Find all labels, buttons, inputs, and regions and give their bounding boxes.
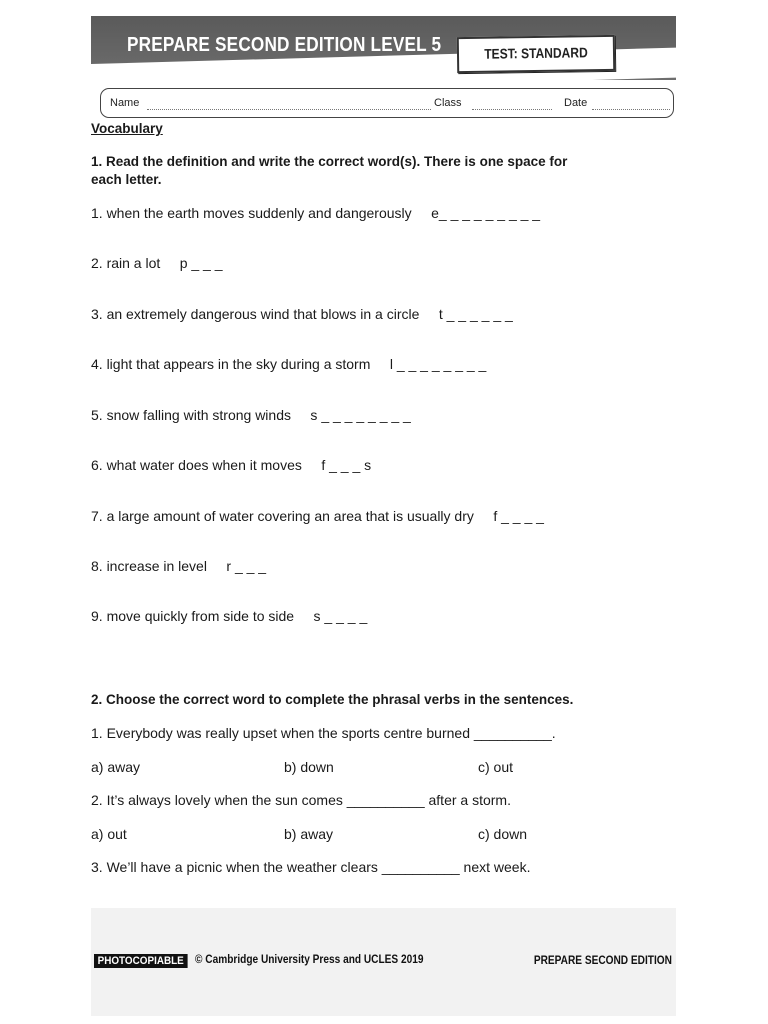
copyright-text: © Cambridge University Press and UCLES 2019 [195,954,424,966]
q2-option-b: b) away [284,826,334,842]
q1-option-c: c) out [478,759,514,775]
footer-series-name: PREPARE SECOND EDITION [533,955,672,967]
class-field[interactable] [472,109,552,110]
section-heading-vocabulary: Vocabulary [91,121,163,136]
student-info-box [100,88,674,118]
vocab-item-7: 7. a large amount of water covering an area that is usually dry f _ _ _ _ [91,508,544,524]
vocab-item-8: 8. increase in level r _ _ _ [91,558,267,574]
page-footer [91,908,676,1016]
photocopiable-badge: PHOTOCOPIABLE [94,954,187,968]
phrasal-question-1: 1. Everybody was really upset when the sports centre burned __________. [91,725,556,741]
worksheet-title: PREPARE SECOND EDITION LEVEL 5 [127,34,442,56]
vocab-item-6: 6. what water does when it moves f _ _ _ s [91,457,372,473]
date-field[interactable] [592,109,670,110]
q1-option-a: a) away [91,759,141,775]
vocab-item-4: 4. light that appears in the sky during a storm l _ _ _ _ _ _ _ _ [91,356,487,372]
q2-option-c: c) down [478,826,528,842]
worksheet-page [91,16,676,1016]
vocab-item-9: 9. move quickly from side to side s _ _ _ _ [91,608,368,624]
vocab-item-1: 1. when the earth moves suddenly and dangerously e_ _ _ _ _ _ _ _ _ [91,205,541,221]
date-label: Date [564,97,588,109]
instruction-1-line1: 1. Read the definition and write the correct word(s). There is one space for [91,154,568,169]
name-field[interactable] [147,109,431,110]
vocab-item-2: 2. rain a lot p _ _ _ [91,255,223,271]
class-label: Class [434,97,462,109]
instruction-2: 2. Choose the correct word to complete the phrasal verbs in the sentences. [91,692,574,707]
phrasal-question-2: 2. It’s always lovely when the sun comes __________ after a storm. [91,792,511,808]
vocab-item-5: 5. snow falling with strong winds s _ _ _ _ _ _ _ _ [91,407,411,423]
test-type-box [457,35,615,73]
test-type-label: TEST: STANDARD [484,44,588,62]
q1-option-b: b) down [284,759,334,775]
instruction-1-line2: each letter. [91,172,162,187]
name-label: Name [110,97,140,109]
q2-option-a: a) out [91,826,127,842]
vocab-item-3: 3. an extremely dangerous wind that blows in a circle t _ _ _ _ _ _ [91,306,513,322]
phrasal-question-3: 3. We’ll have a picnic when the weather clears __________ next week. [91,859,531,875]
